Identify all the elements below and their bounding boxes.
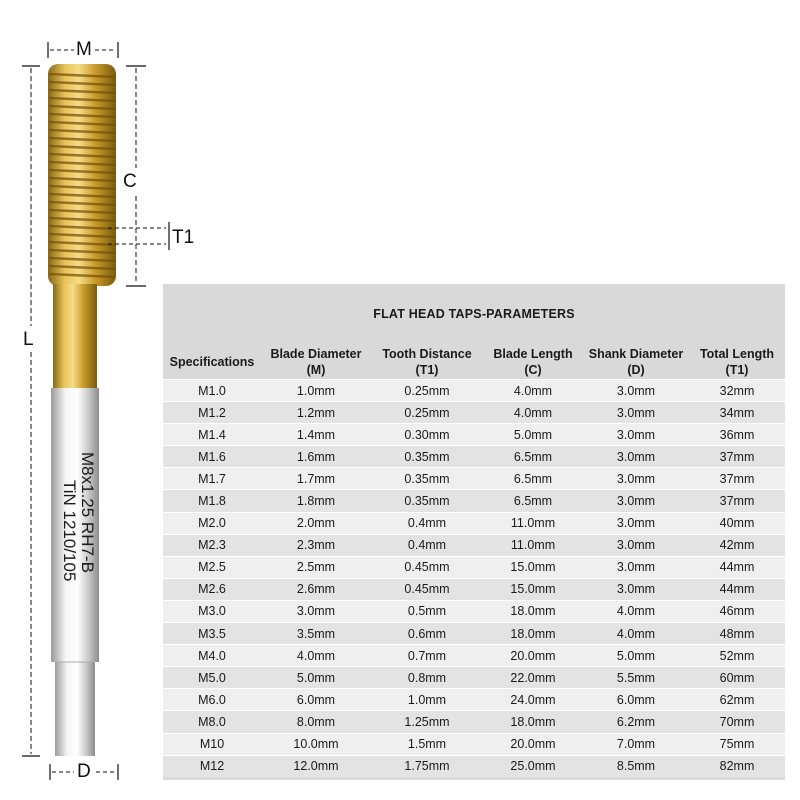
table-cell: M6.0	[163, 689, 261, 711]
table-cell: 3.0mm	[261, 600, 371, 622]
table-cell: 1.75mm	[371, 755, 483, 777]
table-cell: 0.7mm	[371, 645, 483, 667]
table-cell: 4.0mm	[583, 600, 689, 622]
table-cell: 37mm	[689, 446, 785, 468]
table-cell: 6.5mm	[483, 490, 583, 512]
table-cell: 15.0mm	[483, 556, 583, 578]
table-cell: 0.45mm	[371, 556, 483, 578]
table-cell: 5.0mm	[583, 645, 689, 667]
table-row	[163, 689, 785, 711]
table-cell: 0.25mm	[371, 402, 483, 424]
table-row	[163, 578, 785, 600]
table-cell: 0.30mm	[371, 424, 483, 446]
table-cell: 70mm	[689, 711, 785, 733]
header-shank-diameter: Shank Diameter (D)	[588, 346, 684, 377]
table-cell: 46mm	[689, 600, 785, 622]
table-cell: 7.0mm	[583, 733, 689, 755]
table-cell: 24.0mm	[483, 689, 583, 711]
table-cell: 75mm	[689, 733, 785, 755]
table-cell: 0.45mm	[371, 578, 483, 600]
table-cell: M3.0	[163, 600, 261, 622]
header-tooth-distance: Tooth Distance (T1)	[382, 346, 472, 377]
m-dimension	[48, 39, 118, 60]
table-cell: 3.0mm	[583, 446, 689, 468]
table-cell: 60mm	[689, 667, 785, 689]
table-cell: 1.6mm	[261, 446, 371, 468]
table-cell: 1.0mm	[371, 689, 483, 711]
table-cell: M2.0	[163, 512, 261, 534]
table-cell: 2.0mm	[261, 512, 371, 534]
table-cell: 5.0mm	[261, 667, 371, 689]
table-cell: 15.0mm	[483, 578, 583, 600]
table-cell: 3.0mm	[583, 578, 689, 600]
d-dimension	[50, 761, 118, 782]
table-cell: 20.0mm	[483, 645, 583, 667]
tap-thread	[48, 64, 116, 390]
table-cell: 1.0mm	[261, 380, 371, 402]
table-cell: 6.2mm	[583, 711, 689, 733]
table-cell: 1.5mm	[371, 733, 483, 755]
table-cell: 25.0mm	[483, 755, 583, 777]
table-cell: 4.0mm	[261, 645, 371, 667]
table-cell: 34mm	[689, 402, 785, 424]
table-cell: 3.0mm	[583, 534, 689, 556]
parameters-table	[163, 344, 785, 777]
table-cell: 3.0mm	[583, 424, 689, 446]
table-row	[163, 534, 785, 556]
table-cell: 32mm	[689, 380, 785, 402]
table-cell: 8.5mm	[583, 755, 689, 777]
table-cell: 20.0mm	[483, 733, 583, 755]
table-row	[163, 402, 785, 424]
table-cell: M2.5	[163, 556, 261, 578]
table-cell: 12.0mm	[261, 755, 371, 777]
l-dimension	[22, 66, 40, 756]
table-cell: 1.7mm	[261, 468, 371, 490]
table-cell: 22.0mm	[483, 667, 583, 689]
table-cell: 3.0mm	[583, 402, 689, 424]
shank-engraving-line1: M8x1.25 RH7-B	[78, 452, 97, 573]
table-row	[163, 490, 785, 512]
table-cell: M5.0	[163, 667, 261, 689]
d-label: D	[77, 761, 91, 783]
table-title: FLAT HEAD TAPS-PARAMETERS	[373, 307, 575, 321]
table-cell: 6.5mm	[483, 468, 583, 490]
table-row	[163, 667, 785, 689]
c-label: C	[123, 171, 137, 193]
table-cell: 6.0mm	[583, 689, 689, 711]
table-cell: 3.0mm	[583, 490, 689, 512]
table-row	[163, 711, 785, 733]
table-row	[163, 468, 785, 490]
table-cell: 48mm	[689, 623, 785, 645]
c-dimension	[123, 66, 146, 286]
table-cell: 4.0mm	[583, 623, 689, 645]
table-cell: 37mm	[689, 490, 785, 512]
table-cell: 18.0mm	[483, 711, 583, 733]
header-total-length: Total Length (T1)	[699, 346, 775, 377]
table-cell: 10.0mm	[261, 733, 371, 755]
table-cell: 3.5mm	[261, 623, 371, 645]
shank-engraving-line2: TiN 1210/105	[60, 480, 79, 582]
header-blade-diameter: Blade Diameter (M)	[270, 346, 362, 377]
table-cell: 18.0mm	[483, 600, 583, 622]
table-row	[163, 755, 785, 777]
table-cell: 3.0mm	[583, 380, 689, 402]
table-cell: M10	[163, 733, 261, 755]
table-cell: 6.5mm	[483, 446, 583, 468]
table-row	[163, 623, 785, 645]
l-label: L	[23, 329, 34, 351]
table-header-row	[163, 344, 785, 380]
table-cell: 42mm	[689, 534, 785, 556]
table-cell: 11.0mm	[483, 534, 583, 556]
table-cell: 4.0mm	[483, 402, 583, 424]
table-cell: 6.0mm	[261, 689, 371, 711]
table-row	[163, 556, 785, 578]
table-cell: 1.25mm	[371, 711, 483, 733]
table-row	[163, 733, 785, 755]
table-cell: 3.0mm	[583, 556, 689, 578]
table-cell: M1.2	[163, 402, 261, 424]
table-cell: M1.0	[163, 380, 261, 402]
table-cell: 0.4mm	[371, 512, 483, 534]
table-cell: 62mm	[689, 689, 785, 711]
table-cell: 0.25mm	[371, 380, 483, 402]
table-cell: M1.6	[163, 446, 261, 468]
table-cell: M3.5	[163, 623, 261, 645]
header-specifications: Specifications	[169, 354, 255, 369]
table-cell: 1.2mm	[261, 402, 371, 424]
table-row	[163, 380, 785, 402]
t1-dimension	[108, 222, 194, 250]
table-cell: 52mm	[689, 645, 785, 667]
table-cell: 0.5mm	[371, 600, 483, 622]
table-cell: 0.35mm	[371, 490, 483, 512]
table-cell: 44mm	[689, 578, 785, 600]
table-cell: M2.3	[163, 534, 261, 556]
table-cell: M12	[163, 755, 261, 777]
table-cell: 2.5mm	[261, 556, 371, 578]
t1-label: T1	[172, 227, 195, 249]
table-cell: 1.4mm	[261, 424, 371, 446]
table-cell: 36mm	[689, 424, 785, 446]
table-cell: 11.0mm	[483, 512, 583, 534]
table-cell: 1.8mm	[261, 490, 371, 512]
table-cell: M1.8	[163, 490, 261, 512]
table-cell: 0.35mm	[371, 446, 483, 468]
parameters-table-panel	[163, 284, 785, 780]
table-cell: 4.0mm	[483, 380, 583, 402]
table-cell: 37mm	[689, 468, 785, 490]
table-cell: 0.6mm	[371, 623, 483, 645]
table-cell: 82mm	[689, 755, 785, 777]
table-cell: M2.6	[163, 578, 261, 600]
table-cell: M1.7	[163, 468, 261, 490]
table-cell: 3.0mm	[583, 512, 689, 534]
table-row	[163, 446, 785, 468]
table-cell: M8.0	[163, 711, 261, 733]
table-cell: 5.5mm	[583, 667, 689, 689]
table-row	[163, 600, 785, 622]
table-cell: 8.0mm	[261, 711, 371, 733]
table-row	[163, 512, 785, 534]
tap-shank	[51, 388, 99, 756]
table-cell: 5.0mm	[483, 424, 583, 446]
table-cell: M4.0	[163, 645, 261, 667]
table-cell: 3.0mm	[583, 468, 689, 490]
table-cell: 2.6mm	[261, 578, 371, 600]
table-cell: 44mm	[689, 556, 785, 578]
table-cell: 0.35mm	[371, 468, 483, 490]
table-cell: M1.4	[163, 424, 261, 446]
table-cell: 0.4mm	[371, 534, 483, 556]
table-cell: 18.0mm	[483, 623, 583, 645]
table-row	[163, 645, 785, 667]
table-row	[163, 424, 785, 446]
table-cell: 40mm	[689, 512, 785, 534]
m-label: M	[76, 39, 92, 61]
table-cell: 2.3mm	[261, 534, 371, 556]
table-cell: 0.8mm	[371, 667, 483, 689]
header-blade-length: Blade Length (C)	[493, 346, 573, 377]
